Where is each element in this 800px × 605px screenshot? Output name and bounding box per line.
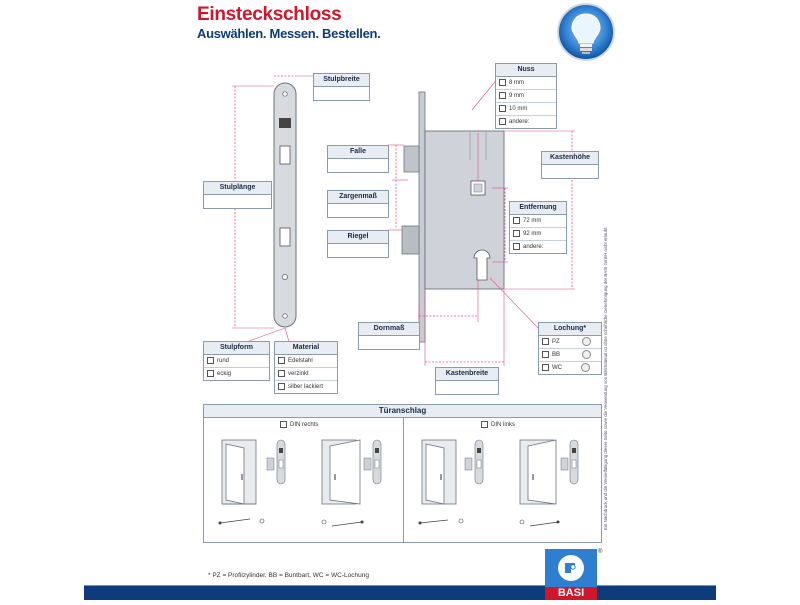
lochung-option[interactable]: BB	[539, 348, 601, 361]
nuss-option[interactable]: andere:	[496, 115, 556, 128]
falle-label: Falle	[328, 146, 388, 159]
kastenhoehe-field[interactable]	[541, 151, 599, 179]
door-rechts-2	[322, 440, 364, 526]
tueranschlag-label: Türanschlag	[204, 405, 601, 418]
nuss-box	[495, 63, 557, 129]
checkbox-icon	[542, 338, 549, 345]
din-links-option[interactable]: DIN links	[481, 421, 515, 428]
stulpform-label: Stulpform	[204, 342, 269, 355]
checkbox-icon	[513, 217, 520, 224]
lochung-label: Lochung*	[539, 323, 601, 336]
din-rechts-option[interactable]: DIN rechts	[280, 421, 318, 428]
entfernung-option[interactable]: 72 mm	[510, 215, 566, 227]
nuss-option[interactable]: 8 mm	[496, 77, 556, 89]
entfernung-option[interactable]: andere:	[510, 240, 566, 253]
riegel-label: Riegel	[328, 231, 388, 244]
page-subtitle: Auswählen. Messen. Bestellen.	[197, 26, 381, 41]
entfernung-option[interactable]: 92 mm	[510, 227, 566, 240]
stulplaenge-field[interactable]	[203, 181, 272, 209]
bottom-bar	[84, 586, 716, 600]
riegel-field[interactable]	[327, 230, 389, 258]
material-option[interactable]: silber lackiert	[275, 380, 337, 393]
falle-field[interactable]	[327, 145, 389, 173]
door-links-1	[419, 440, 464, 525]
page-title: Einsteckschloss	[197, 4, 342, 25]
lock-case	[425, 131, 504, 289]
nuss-label: Nuss	[496, 64, 556, 77]
checkbox-icon	[542, 351, 549, 358]
material-option[interactable]: Edelstahl	[275, 355, 337, 367]
wc-hole-icon	[581, 363, 590, 372]
dornmass-field[interactable]	[358, 322, 420, 350]
tueranschlag-section	[203, 404, 602, 543]
stulpform-option[interactable]: rund	[204, 355, 269, 367]
stulplaenge-label: Stulplänge	[204, 182, 271, 195]
zargenmass-field[interactable]	[327, 190, 389, 218]
checkbox-icon	[499, 105, 506, 112]
material-box	[274, 341, 338, 394]
registered-mark: ®	[598, 549, 603, 555]
dornmass-label: Dornmaß	[359, 323, 419, 336]
kastenbreite-field[interactable]	[435, 367, 499, 395]
checkbox-icon	[278, 370, 285, 377]
checkbox-icon	[513, 243, 520, 250]
zargenmass-label: Zargenmaß	[328, 191, 388, 204]
checkbox-icon	[499, 118, 506, 125]
material-label: Material	[275, 342, 337, 355]
entfernung-label: Entfernung	[510, 202, 566, 215]
stulpform-option[interactable]: eckig	[204, 367, 269, 380]
checkbox-icon	[513, 230, 520, 237]
basi-logo-icon	[545, 549, 603, 600]
entfernung-box	[509, 201, 567, 254]
door-rechts-1	[219, 440, 265, 525]
kastenhoehe-label: Kastenhöhe	[542, 152, 598, 165]
door-illustrations	[204, 418, 601, 542]
door-links-2	[520, 440, 560, 526]
material-option[interactable]: verzinkt	[275, 367, 337, 380]
checkbox-icon	[542, 364, 549, 371]
checkbox-icon	[278, 383, 285, 390]
stulpform-box	[203, 341, 270, 381]
checkbox-icon	[278, 357, 285, 364]
copyright-note: Ein Nachdruck und die Vervielfältigung dieser Seite sowie die Verwendung von Bildmaterial ist ohne schriftliche Genehmigung der BASI GmbH nicht erlaubt.	[603, 226, 608, 530]
stulpbreite-field[interactable]	[313, 73, 370, 101]
footnote: * PZ = Profilzylinder, BB = Buntbart, WC = WC-Lochung	[208, 572, 369, 579]
checkbox-icon	[499, 79, 506, 86]
kastenbreite-label: Kastenbreite	[436, 368, 498, 381]
stulpbreite-label: Stulpbreite	[314, 74, 369, 87]
checkbox-icon	[207, 357, 214, 364]
lochung-box	[538, 322, 602, 375]
lochung-option[interactable]: PZ	[539, 336, 601, 348]
brand-name: BASI	[557, 587, 585, 599]
bb-hole-icon	[582, 350, 591, 359]
checkbox-icon	[499, 92, 506, 99]
lochung-option[interactable]: WC	[539, 361, 601, 374]
nuss-option[interactable]: 9 mm	[496, 89, 556, 102]
nuss-option[interactable]: 10 mm	[496, 102, 556, 115]
checkbox-icon	[207, 370, 214, 377]
pz-hole-icon	[582, 337, 591, 346]
